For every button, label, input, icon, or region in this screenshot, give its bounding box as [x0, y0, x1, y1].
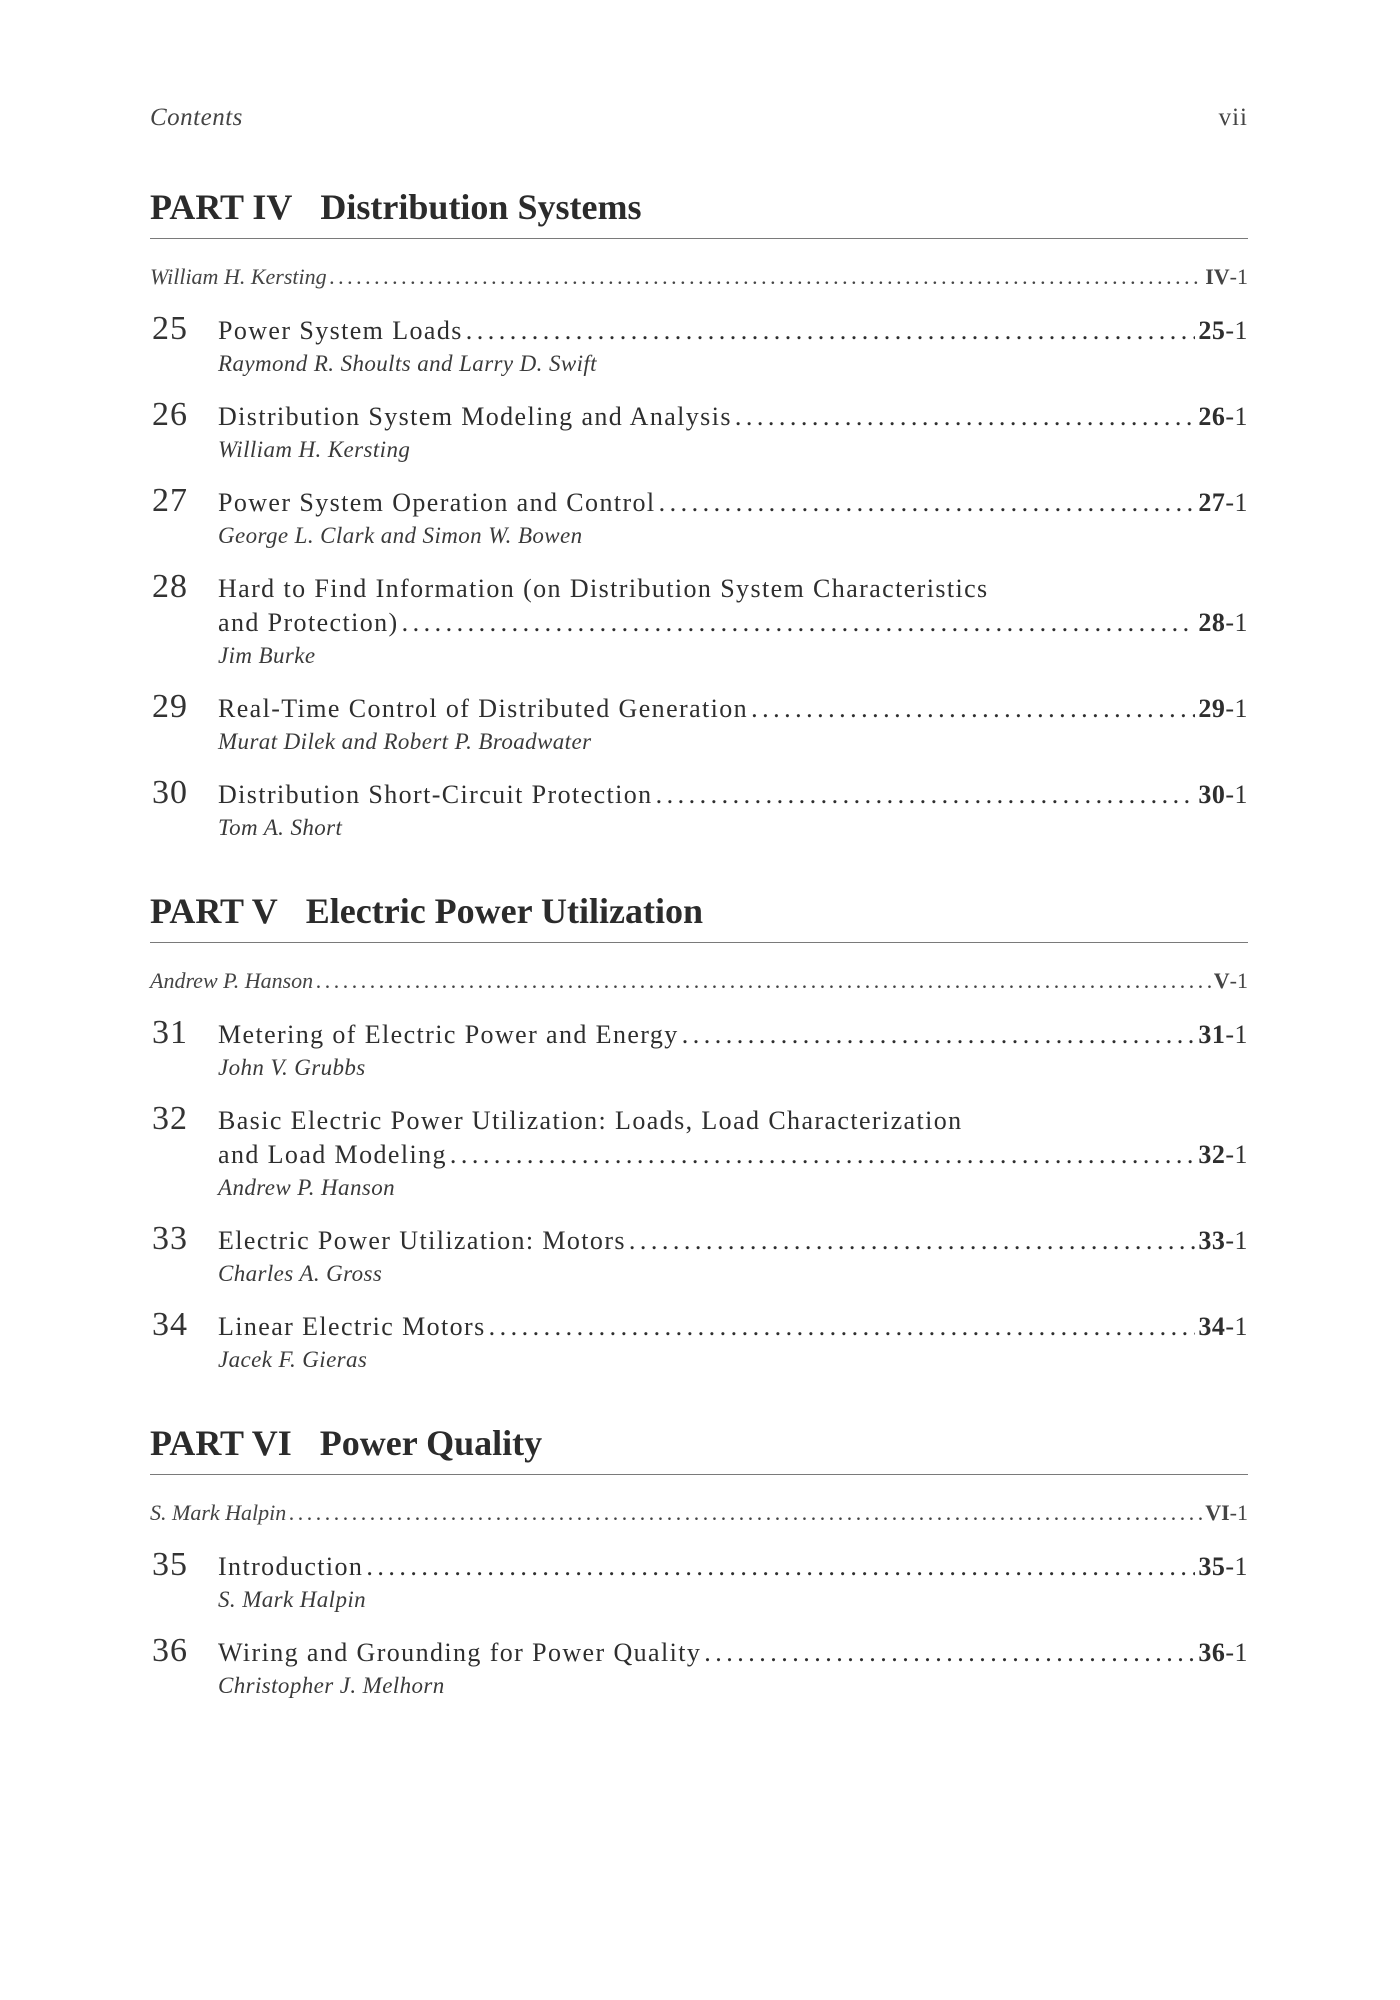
part-number: PART VI	[150, 1423, 292, 1463]
running-head-title: Contents	[150, 104, 243, 131]
chapter-number: 30	[152, 774, 188, 811]
chapter-number: 34	[152, 1306, 188, 1343]
chapter-number: 26	[152, 396, 188, 433]
part-title: Electric Power Utilization	[305, 891, 703, 931]
chapter-number: 31	[152, 1014, 188, 1051]
chapter-page: 30-1	[1198, 780, 1248, 809]
chapter-title: Basic Electric Power Utilization: Loads, Load Characterization	[218, 1106, 963, 1135]
leader-dots	[489, 1310, 1196, 1344]
chapter-number: 35	[152, 1546, 188, 1583]
chapter-number: 36	[152, 1632, 188, 1669]
part-intro-author: Andrew P. Hanson	[150, 968, 314, 993]
chapter-title: Wiring and Grounding for Power Quality	[218, 1638, 702, 1667]
chapter-authors: Christopher J. Melhorn	[218, 1673, 445, 1698]
chapter-authors: Andrew P. Hanson	[218, 1175, 395, 1200]
chapter-title: Distribution Short-Circuit Protection	[218, 780, 653, 809]
chapter-title: Hard to Find Information (on Distribution System Characteristics	[218, 574, 989, 603]
part-intro-page: V-1	[1213, 968, 1248, 993]
leader-dots	[629, 1224, 1195, 1258]
leader-dots	[466, 314, 1196, 348]
part-intro-author: S. Mark Halpin	[150, 1500, 287, 1525]
leader-dots	[735, 400, 1195, 434]
part-number: PART IV	[150, 187, 293, 227]
chapter-title: Linear Electric Motors	[218, 1312, 486, 1341]
part-title: Power Quality	[319, 1423, 543, 1463]
chapter-title: Real-Time Control of Distributed Generation	[218, 694, 749, 723]
chapter-title: Introduction	[218, 1552, 364, 1581]
leader-dots	[289, 1500, 1202, 1526]
chapter-page: 31-1	[1198, 1020, 1248, 1049]
leader-dots	[450, 1138, 1195, 1172]
leader-dots	[751, 692, 1195, 726]
chapter-authors: Jim Burke	[218, 643, 316, 668]
part-intro-entry[interactable]	[150, 1500, 1248, 1530]
chapter-page: 29-1	[1198, 694, 1248, 723]
part-heading	[150, 186, 1248, 239]
chapter-page: 34-1	[1198, 1312, 1248, 1341]
leader-dots	[682, 1018, 1196, 1052]
leader-dots	[366, 1550, 1195, 1584]
chapter-page: 35-1	[1198, 1552, 1248, 1581]
chapter-title: Power System Operation and Control	[218, 488, 656, 517]
chapter-page: 26-1	[1198, 402, 1248, 431]
chapter-authors: Murat Dilek and Robert P. Broadwater	[218, 729, 592, 754]
leader-dots	[704, 1636, 1195, 1670]
part-intro-author: William H. Kersting	[150, 264, 327, 289]
part-intro-entry[interactable]	[150, 968, 1248, 998]
running-head	[150, 104, 1248, 136]
chapter-page: 33-1	[1198, 1226, 1248, 1255]
chapter-number: 33	[152, 1220, 188, 1257]
chapter-authors: John V. Grubbs	[218, 1055, 366, 1080]
chapter-page: 32-1	[1198, 1140, 1248, 1169]
chapter-title: Metering of Electric Power and Energy	[218, 1020, 679, 1049]
chapter-authors: George L. Clark and Simon W. Bowen	[218, 523, 583, 548]
chapter-title-continued: and Load Modeling	[218, 1140, 447, 1169]
leader-dots	[316, 968, 1211, 994]
chapter-number: 25	[152, 310, 188, 347]
chapter-authors: William H. Kersting	[218, 437, 411, 462]
chapter-page: 36-1	[1198, 1638, 1248, 1667]
leader-dots	[330, 264, 1203, 290]
part-intro-page: IV-1	[1205, 264, 1248, 289]
chapter-page: 28-1	[1198, 608, 1248, 637]
chapter-title: Power System Loads	[218, 316, 463, 345]
part-number: PART V	[150, 891, 278, 931]
chapter-authors: Jacek F. Gieras	[218, 1347, 368, 1372]
chapter-title-continued: and Protection)	[218, 608, 399, 637]
leader-dots	[656, 778, 1196, 812]
chapter-page: 25-1	[1198, 316, 1248, 345]
chapter-authors: Raymond R. Shoults and Larry D. Swift	[218, 351, 597, 376]
leader-dots	[659, 486, 1196, 520]
page-number: vii	[1218, 104, 1248, 131]
part-intro-entry[interactable]	[150, 264, 1248, 294]
part-heading	[150, 1422, 1248, 1475]
chapter-title: Distribution System Modeling and Analysis	[218, 402, 732, 431]
part-intro-page: VI-1	[1205, 1500, 1248, 1525]
part-title: Distribution Systems	[320, 187, 642, 227]
chapter-number: 32	[152, 1100, 188, 1137]
chapter-authors: S. Mark Halpin	[218, 1587, 367, 1612]
chapter-title: Electric Power Utilization: Motors	[218, 1226, 626, 1255]
chapter-authors: Charles A. Gross	[218, 1261, 383, 1286]
leader-dots	[402, 606, 1196, 640]
part-heading	[150, 890, 1248, 943]
chapter-number: 29	[152, 688, 188, 725]
chapter-number: 27	[152, 482, 188, 519]
chapter-page: 27-1	[1198, 488, 1248, 517]
chapter-authors: Tom A. Short	[218, 815, 343, 840]
chapter-number: 28	[152, 568, 188, 605]
